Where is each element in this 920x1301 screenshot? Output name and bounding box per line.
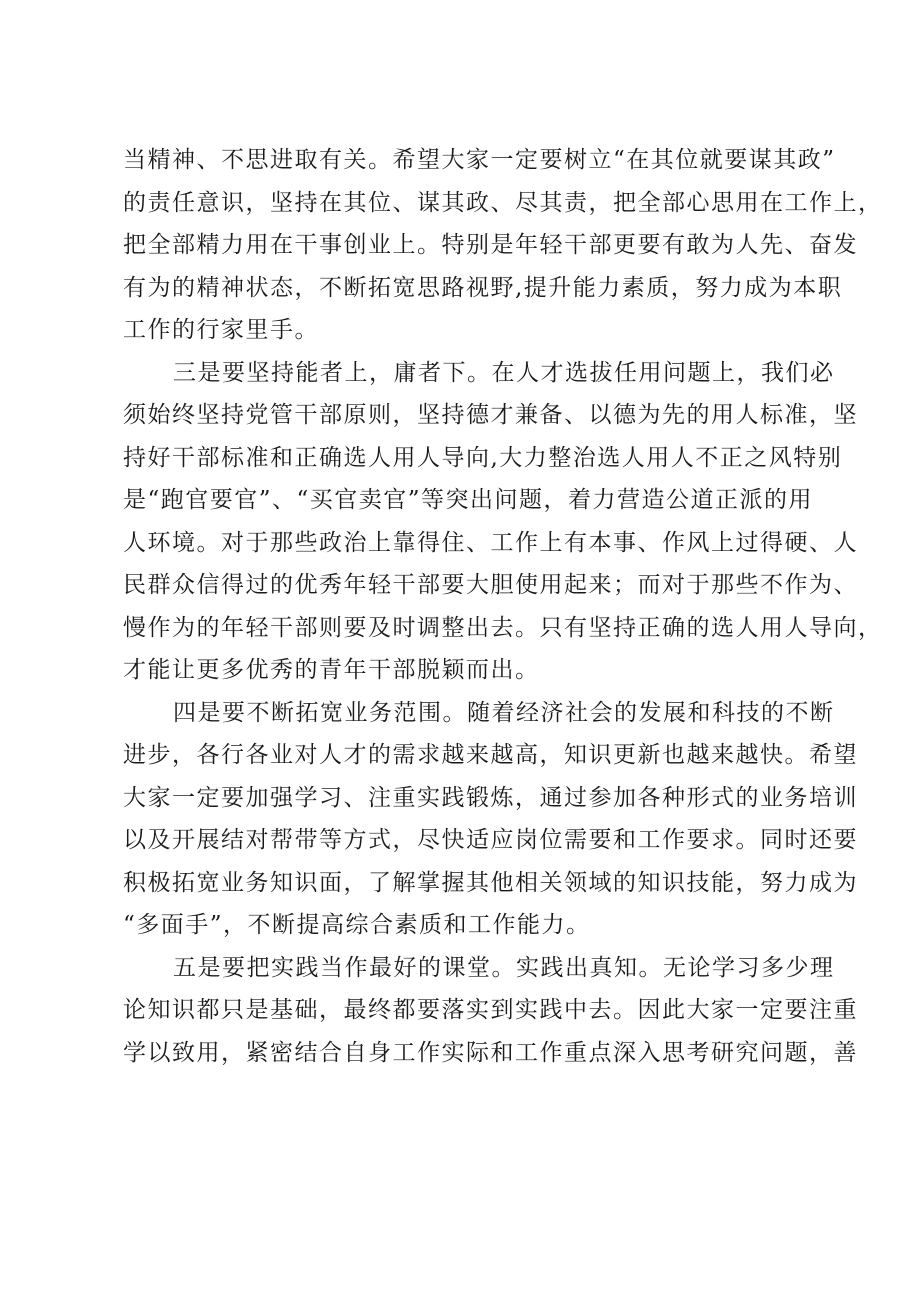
paragraph-first-line: 四是要不断拓宽业务范围。随着经济社会的发展和科技的不断 xyxy=(173,699,835,726)
paragraph-first-line: 三是要坚持能者上，庸者下。在人才选拔任用问题上，我们必 xyxy=(173,359,835,386)
text-line: 有为的精神状态，不断拓宽思路视野,提升能力素质，努力成为本职 xyxy=(123,274,843,301)
text-line: 才能让更多优秀的青年干部脱颖而出。 xyxy=(123,657,540,683)
text-line: 大家一定要加强学习、注重实践锻炼，通过参加各种形式的业务培训 xyxy=(123,784,858,811)
text-line: 工作的行家里手。 xyxy=(123,317,319,343)
paragraph-first-line: 五是要把实践当作最好的课堂。实践出真知。无论学习多少理 xyxy=(173,954,835,981)
text-line: 论知识都只是基础，最终都要落实到实践中去。因此大家一定要注重 xyxy=(123,997,858,1023)
document-body-text xyxy=(123,139,883,1074)
text-line: 的责任意识，坚持在其位、谋其政、尽其责，把全部心思用在工作上， xyxy=(123,189,883,216)
text-line: 人环境。对于那些政治上靠得住、工作上有本事、作风上过得硬、人 xyxy=(123,529,858,556)
text-line: 积极拓宽业务知识面，了解掌握其他相关领域的知识技能，努力成为 xyxy=(123,869,858,896)
text-line: 把全部精力用在干事创业上。特别是年轻干部更要有敢为人先、奋发 xyxy=(123,232,858,258)
text-line: 学以致用，紧密结合自身工作实际和工作重点深入思考研究问题，善 xyxy=(123,1039,858,1066)
text-line: 以及开展结对帮带等方式，尽快适应岗位需要和工作要求。同时还要 xyxy=(123,827,858,853)
text-line: “多面手”，不断提高综合素质和工作能力。 xyxy=(123,912,591,938)
text-line: 当精神、不思进取有关。希望大家一定要树立“在其位就要谋其政” xyxy=(123,147,836,173)
text-line: 慢作为的年轻干部则要及时调整出去。只有坚持正确的选人用人导向， xyxy=(123,614,883,641)
text-line: 须始终坚持党管干部原则，坚持德才兼备、以德为先的用人标准，坚 xyxy=(123,402,858,428)
text-line: 民群众信得过的优秀年轻干部要大胆使用起来；而对于那些不作为、 xyxy=(123,572,858,598)
text-line: 持好干部标准和正确选人用人导向,大力整治选人用人不正之风特别 xyxy=(123,444,843,471)
text-line: 进步，各行各业对人才的需求越来越高，知识更新也越来越快。希望 xyxy=(123,742,858,768)
text-line: 是“跑官要官”、“买官卖官”等突出问题，着力营造公道正派的用 xyxy=(123,487,814,513)
